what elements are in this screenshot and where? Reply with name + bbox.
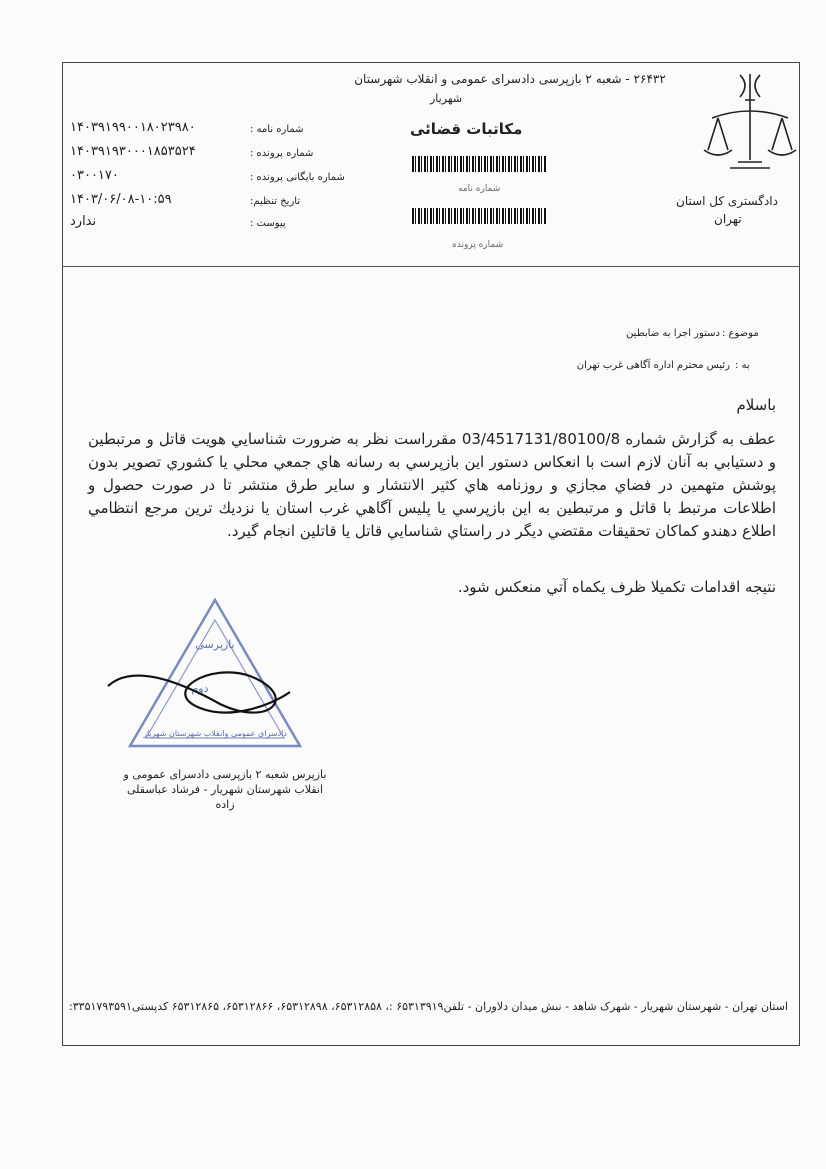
meta-label-letter-number: شماره نامه : [250,124,304,135]
meta-value-archive-number: ۰۳۰۰۱۷۰ [70,168,119,183]
meta-value-letter-number: ۱۴۰۳۹۱۹۹۰۰۱۸۰۲۳۹۸۰ [70,120,196,135]
header-divider [62,266,800,267]
document-title: مکاتبات قضائی [410,120,523,138]
letter-conclusion: نتيجه اقدامات تكميلا ظرف يكماه آتي منعكس شود. [457,578,776,596]
meta-value-attachment: ندارد [70,214,97,229]
subject-label: موضوع : [722,328,759,339]
meta-label-case-number: شماره پرونده : [250,148,314,159]
signatory-line3: زاده [215,798,235,811]
meta-label-archive-number: شماره بایگانی پرونده : [250,172,345,183]
letter-barcode-label: شماره نامه [458,184,501,194]
case-barcode-label: شماره پرونده [452,240,504,250]
case-barcode [412,208,546,224]
signatory-line2: انقلاب شهرستان شهریار - فرشاد عباسقلی [126,783,324,796]
stamp-middle-text: دوم [191,682,209,695]
letter-barcode [412,156,546,172]
signatory-line1: بازپرس شعبه ۲ بازپرسی دادسرای عمومی و [123,768,327,781]
signature-scribble [108,672,290,712]
recipient-value: رئیس محترم اداره آگاهی غرب تهران [576,360,730,371]
stamp-top-text: بازپرسی [195,638,235,651]
subject-value: دستور اجرا به ضابطین [626,328,720,339]
footer-address: استان تهران - شهرستان شهریار - شهرک شاهد - نبش میدان دلاوران - تلفن۶۵۳۱۳۹۱۹ :، ۶۵۳۱۲۸۵۸، ۶۵۳۱۲۸۹۸، ۶۵۳۱۲۸۶۶، ۶۵۳۱۲۸۶۵ کدپستی۳۳۵۱۷۹۳۵۹۱: [69,1000,788,1013]
meta-value-date: ۱۴۰۳/۰۶/۰۸-۱۰:۵۹ [70,192,172,207]
court-name-line1: دادگستری کل استان [676,194,778,208]
greeting: باسلام [736,396,776,414]
stamp-bottom-text: دادسرای عمومی وانقلاب شهرستان شهریار [143,729,287,738]
judiciary-scales-icon [700,70,800,180]
meta-label-attachment: پیوست : [250,218,286,229]
header-city: شهریار [430,92,463,105]
letter-body: عطف به گزارش شماره 03/4517131/80100/8 مقرراست نظر به ضرورت شناسايي هويت قاتل و مرتبطين و دستيابي به آنان لازم است با انعكاس دستور اين بازپرسي به رسانه هاي جمعي محلي يا كشوري تصوير بدون پوشش متهمين در فضاي مجازي و روزنامه هاي كثير الانتشار و ساير طرق منتشر تا در صورت حصول و اطلاعات مرتبط با قاتل و مرتبطين به اين بازپرسي يا پليس آگاهي غرب استان يا نزديك ترين مرجع انتظامي اطلاع دهندو كماكان تحقيقات مقتضي ديگر در راستاي شناسايي قاتل يا قاتلين انجام گيرد. [88,430,776,540]
header-office: ۲۶۴۳۲ - شعبه ۲ بازپرسی دادسرای عمومی و انقلاب شهرستان [354,72,666,86]
meta-value-case-number: ۱۴۰۳۹۱۹۳۰۰۰۱۸۵۳۵۲۴ [70,144,196,159]
meta-label-date: تاریخ تنظیم: [250,196,301,207]
recipient-label: به : [735,360,750,371]
official-stamp [100,596,350,766]
court-name-line2: تهران [714,212,742,226]
